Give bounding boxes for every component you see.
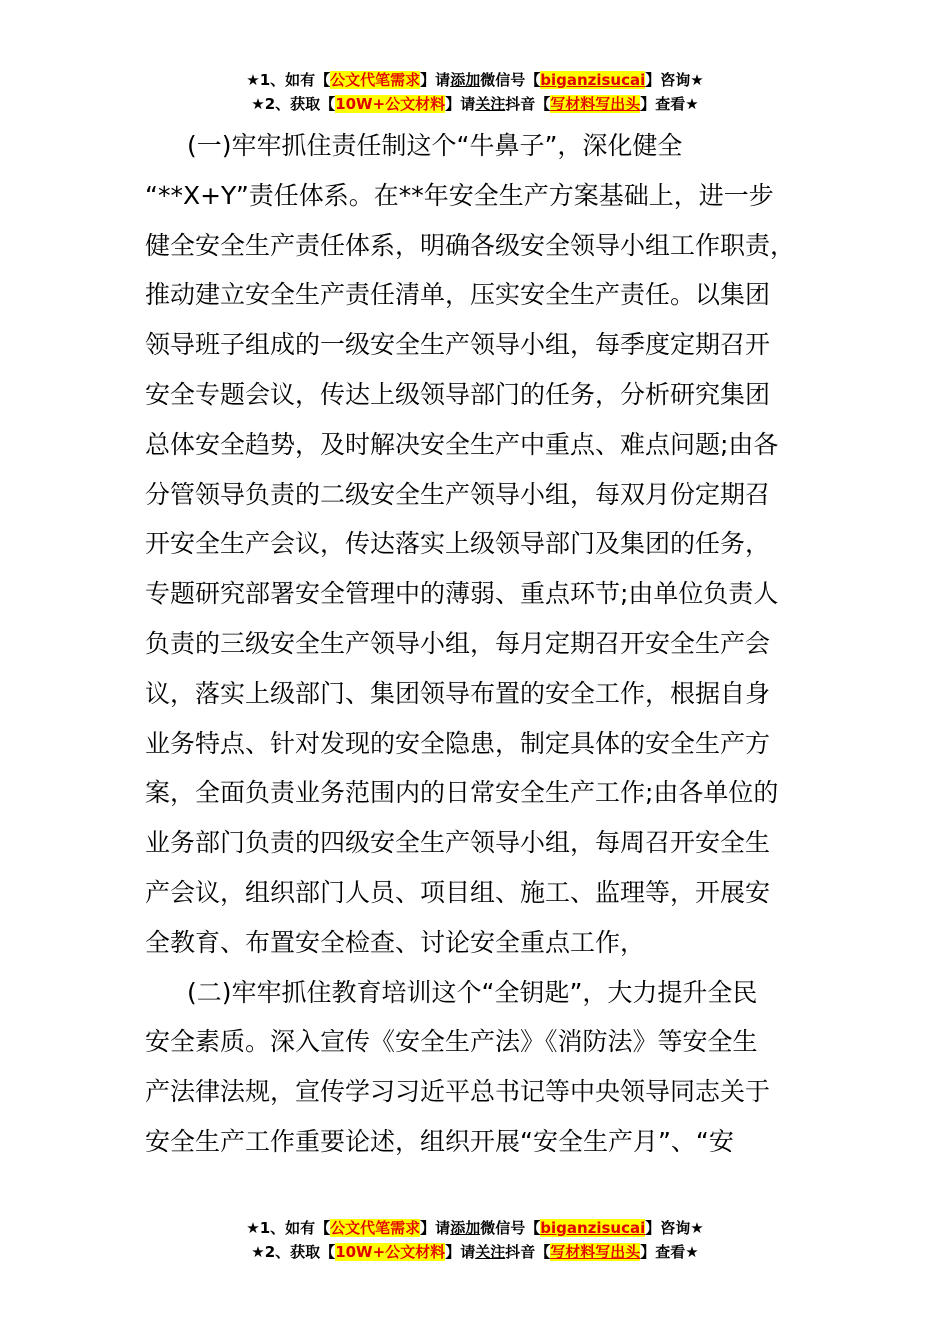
banner-text: 】查看★ [640, 95, 699, 113]
banner-highlight: 公文代笔需求 [330, 71, 421, 89]
paragraph-line: 开安全生产会议，传达落实上级领导部门及集团的任务， [145, 529, 771, 559]
banner-text: 】查看★ [640, 1243, 699, 1261]
paragraph-line: 安全专题会议，传达上级领导部门的任务，分析研究集团 [145, 379, 771, 409]
paragraph-line: 负责的三级安全生产领导小组，每月定期召开安全生产会 [145, 628, 771, 658]
paragraph-line: 总体安全趋势，及时解决安全生产中重点、难点问题;由各 [145, 429, 779, 459]
banner-text: ★2、获取【 [251, 1243, 336, 1261]
banner-underlined: 添加 [450, 1219, 481, 1237]
paragraph-line: 议，落实上级部门、集团领导布置的安全工作，根据自身 [145, 678, 771, 708]
paragraph-line: 业务部门负责的四级安全生产领导小组，每周召开安全生 [145, 828, 771, 858]
banner-text: 】咨询★ [645, 71, 704, 89]
banner-underlined: 添加 [450, 71, 481, 89]
banner-highlight: 10W+公文材料 [335, 95, 446, 113]
banner-text: 抖音【 [505, 1243, 551, 1261]
header-banner [0, 68, 950, 116]
paragraph-line: 推动建立安全生产责任清单，压实安全生产责任。以集团 [145, 280, 771, 310]
paragraph-line: 领导班子组成的一级安全生产领导小组，每季度定期召开 [145, 330, 771, 360]
banner-text: 】请 [420, 71, 451, 89]
douyin-account-link[interactable]: 写材料写出头 [550, 95, 641, 113]
paragraph-line: 案，全面负责业务范围内的日常安全生产工作;由各单位的 [145, 778, 779, 808]
paragraph-line: 安全生产工作重要论述，组织开展“安全生产月”、“安 [145, 1126, 734, 1156]
banner-line-1 [0, 68, 950, 92]
paragraph-line: 业务特点、针对发现的安全隐患，制定具体的安全生产方 [145, 728, 771, 758]
douyin-account-link[interactable]: 写材料写出头 [550, 1243, 641, 1261]
footer-banner [0, 1216, 950, 1264]
wechat-id-link[interactable]: biganzisucai [540, 71, 646, 89]
paragraph-line: 健全安全生产责任体系，明确各级安全领导小组工作职责， [145, 230, 796, 260]
banner-highlight: 公文代笔需求 [330, 1219, 421, 1237]
paragraph-line: “**X+Y”责任体系。在**年安全生产方案基础上，进一步 [145, 180, 774, 210]
banner-text: 】请 [420, 1219, 451, 1237]
paragraph-line: 产会议，组织部门人员、项目组、施工、监理等，开展安 [145, 877, 771, 907]
banner-text: 】咨询★ [645, 1219, 704, 1237]
paragraph-line: 分管领导负责的二级安全生产领导小组，每双月份定期召 [145, 479, 771, 509]
banner-underlined: 关注 [475, 95, 506, 113]
paragraph-line: 安全素质。深入宣传《安全生产法》《消防法》等安全生 [145, 1027, 758, 1057]
paragraph-line: 专题研究部署安全管理中的薄弱、重点环节;由单位负责人 [145, 579, 779, 609]
banner-text: ★1、如有【 [246, 1219, 331, 1237]
paragraph-line: 全教育、布置安全检查、讨论安全重点工作， [145, 927, 646, 957]
banner-highlight: 10W+公文材料 [335, 1243, 446, 1261]
paragraph-line: (一)牢牢抓住责任制这个“牛鼻子”，深化健全 [187, 131, 683, 160]
banner-text: 微信号【 [480, 1219, 541, 1237]
banner-line-2 [0, 1240, 950, 1264]
paragraph-line: (二)牢牢抓住教育培训这个“全钥匙”，大力提升全民 [187, 977, 758, 1007]
document-body [145, 121, 810, 1167]
banner-text: ★2、获取【 [251, 95, 336, 113]
banner-text: 微信号【 [480, 71, 541, 89]
banner-line-2 [0, 92, 950, 116]
wechat-id-link[interactable]: biganzisucai [540, 1219, 646, 1237]
banner-text: ★1、如有【 [246, 71, 331, 89]
banner-underlined: 关注 [475, 1243, 506, 1261]
banner-text: 】请 [445, 1243, 476, 1261]
banner-text: 】请 [445, 95, 476, 113]
banner-line-1 [0, 1216, 950, 1240]
paragraph-line: 产法律法规，宣传学习习近平总书记等中央领导同志关于 [145, 1077, 771, 1107]
banner-text: 抖音【 [505, 95, 551, 113]
